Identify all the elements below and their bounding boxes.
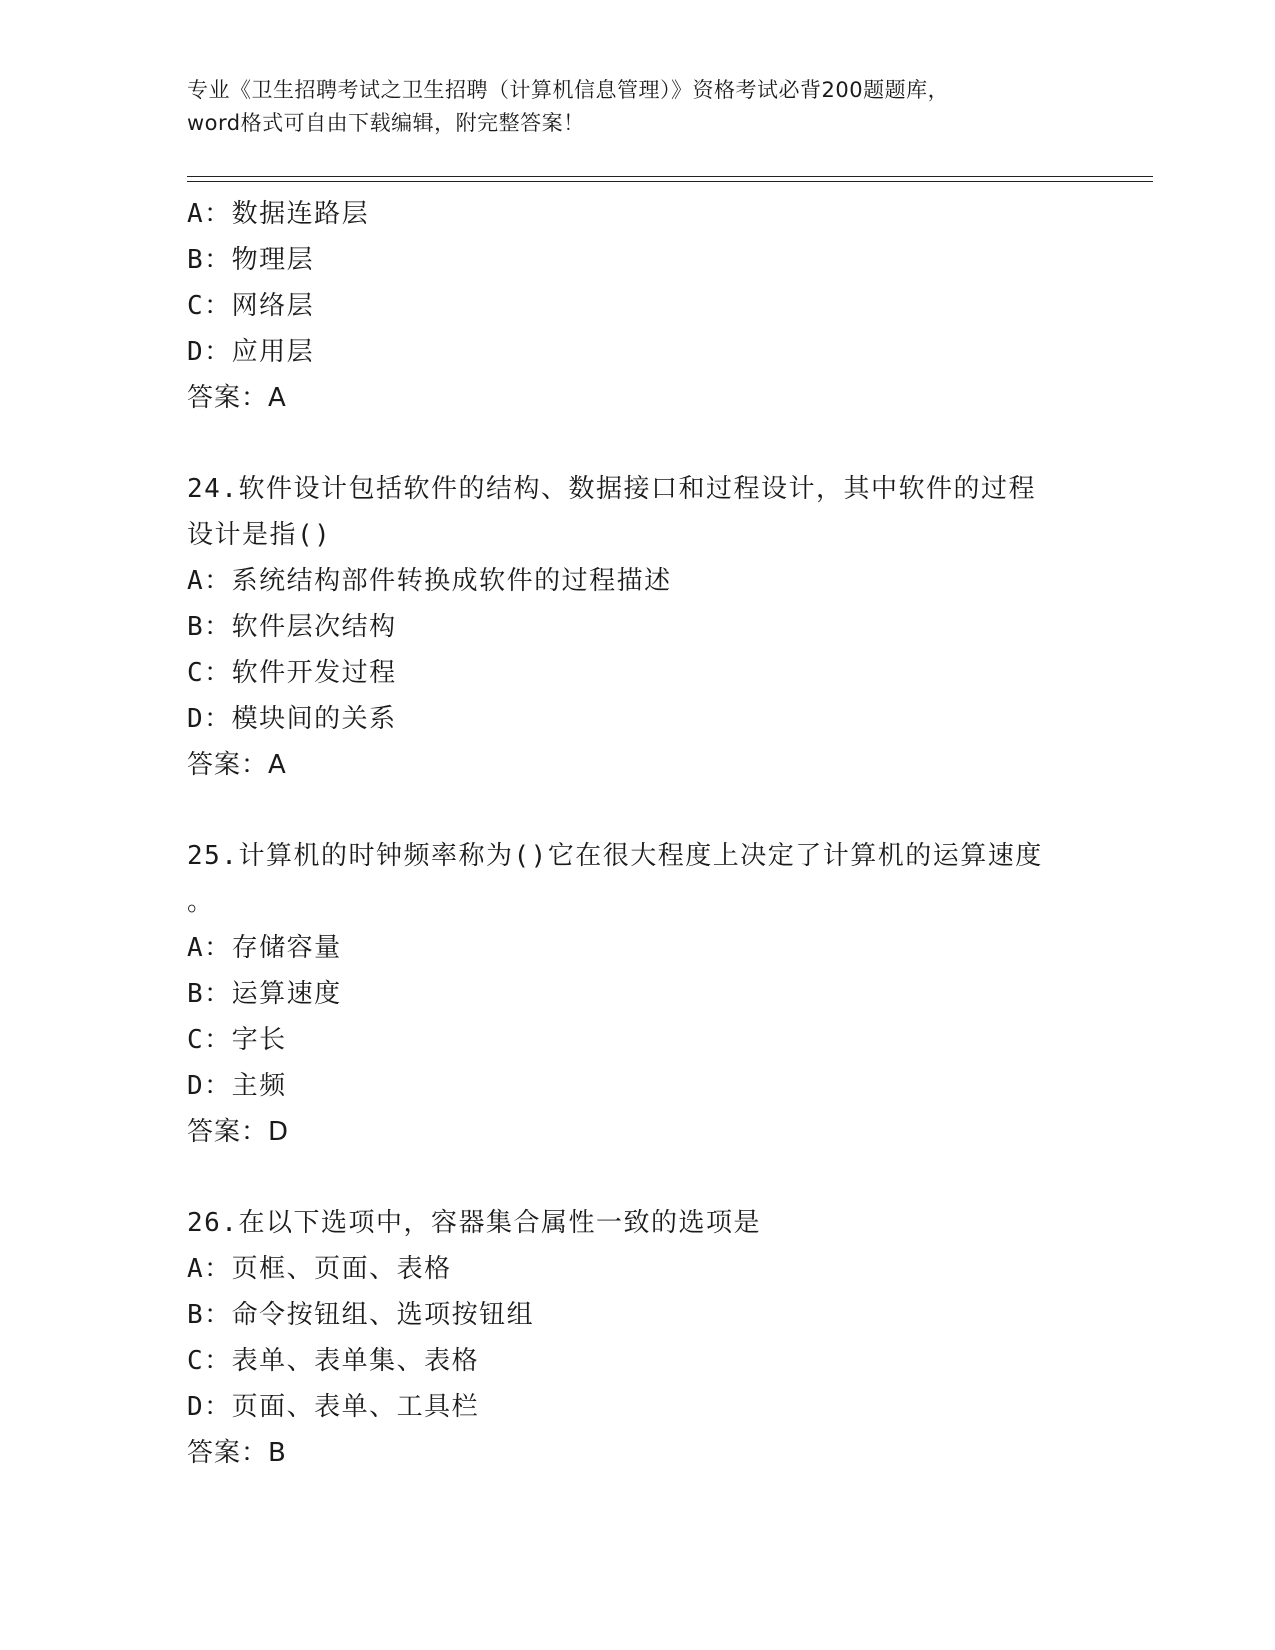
document-header (187, 74, 1087, 140)
spacer (187, 1155, 1087, 1200)
option-c: C：网络层 (187, 291, 315, 321)
question-stem: 24.软件设计包括软件的结构、数据接口和过程设计，其中软件的过程 (187, 474, 1036, 504)
answer: 答案：A (187, 383, 287, 413)
question-stem-continued: 。 (187, 887, 215, 917)
option-b: B：运算速度 (187, 979, 342, 1009)
option-a: A：数据连路层 (187, 199, 370, 229)
spacer (187, 788, 1087, 833)
question-24 (187, 466, 1087, 788)
answer: 答案：D (187, 1117, 290, 1147)
option-b: B：命令按钮组、选项按钮组 (187, 1300, 535, 1330)
answer: 答案：A (187, 750, 287, 780)
option-c: C：软件开发过程 (187, 658, 397, 688)
header-rule-top (187, 176, 1153, 177)
option-d: D：应用层 (187, 337, 315, 367)
question-25 (187, 833, 1087, 1155)
option-d: D：页面、表单、工具栏 (187, 1392, 480, 1422)
option-b: B：物理层 (187, 245, 315, 275)
header-line-1: 专业《卫生招聘考试之卫生招聘（计算机信息管理）》资格考试必背200题题库， (187, 78, 950, 102)
option-a: A：存储容量 (187, 933, 342, 963)
question-23 (187, 191, 1087, 421)
question-stem: 26.在以下选项中，容器集合属性一致的选项是 (187, 1208, 761, 1238)
option-c: C：字长 (187, 1025, 287, 1055)
option-a: A：页框、页面、表格 (187, 1254, 452, 1284)
question-26 (187, 1200, 1087, 1476)
option-c: C：表单、表单集、表格 (187, 1346, 480, 1376)
option-b: B：软件层次结构 (187, 612, 397, 642)
option-d: D：模块间的关系 (187, 704, 397, 734)
header-line-2: word格式可自由下载编辑，附完整答案！ (187, 111, 585, 135)
question-stem-continued: 设计是指() (187, 520, 332, 550)
option-a: A：系统结构部件转换成软件的过程描述 (187, 566, 672, 596)
option-d: D：主频 (187, 1071, 287, 1101)
spacer (187, 421, 1087, 466)
question-list (187, 191, 1087, 1476)
answer: 答案：B (187, 1438, 287, 1468)
header-rule-bottom (187, 181, 1153, 182)
question-stem: 25.计算机的时钟频率称为()它在很大程度上决定了计算机的运算速度 (187, 841, 1043, 871)
